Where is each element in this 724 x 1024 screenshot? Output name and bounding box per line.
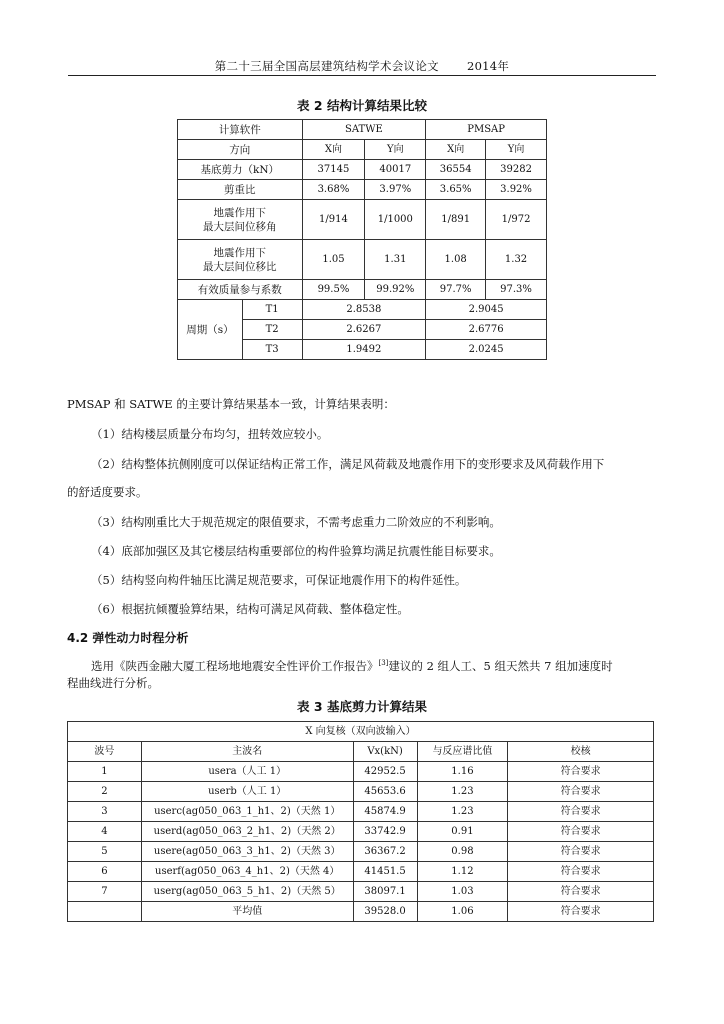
table-cell: 计算软件 (178, 120, 303, 140)
table-row (68, 882, 654, 902)
column-header: 校核 (508, 742, 654, 762)
table-row-average (68, 902, 654, 922)
table-cell: userf(ag050_063_4_h1、2)（天然 4） (141, 862, 353, 882)
table-cell: 45653.6 (353, 782, 417, 802)
table-cell: 基底剪力（kN） (178, 160, 303, 180)
table-cell: 2 (68, 782, 142, 802)
table-cell: 符合要求 (508, 902, 654, 922)
table-cell: 99.92% (365, 280, 426, 300)
table-row (178, 200, 547, 240)
header-year: 2014年 (466, 59, 510, 73)
table-cell: 1.06 (417, 902, 508, 922)
table-cell: SATWE (302, 120, 426, 140)
table-cell: 1.31 (365, 240, 426, 280)
table-cell: 5 (68, 842, 142, 862)
table-cell: T3 (242, 340, 302, 360)
cell-line: 最大层间位移角 (203, 220, 277, 233)
list-item: （1）结构楼层质量分布均匀，扭转效应较小。 (91, 427, 329, 441)
cell-line: 最大层间位移比 (203, 260, 277, 273)
table-cell: 1/914 (302, 200, 365, 240)
table-cell: Y向 (365, 140, 426, 160)
table-row (178, 180, 547, 200)
table-cell: 99.5% (302, 280, 365, 300)
table2-caption: 表 2 结构计算结果比较 (297, 98, 427, 113)
table-header-row (68, 742, 654, 762)
table-cell: 1.12 (417, 862, 508, 882)
table-cell: 方向 (178, 140, 303, 160)
table-row (178, 160, 547, 180)
table-cell: T1 (242, 300, 302, 320)
list-item: （5）结构竖向构件轴压比满足规范要求，可保证地震作用下的构件延性。 (91, 573, 467, 587)
citation-ref: [3] (378, 659, 389, 667)
table-cell: 38097.1 (353, 882, 417, 902)
table-cell: 97.7% (426, 280, 486, 300)
table-cell: 45874.9 (353, 802, 417, 822)
table-cell (178, 240, 303, 280)
list-item: （4）底部加强区及其它楼层结构重要部位的构件验算均满足抗震性能目标要求。 (91, 544, 501, 558)
table-cell: X向 (302, 140, 365, 160)
table-cell: 97.3% (486, 280, 547, 300)
table-cell: 1 (68, 762, 142, 782)
table-row (68, 822, 654, 842)
table-cell: usera（人工 1） (141, 762, 353, 782)
header-rule (68, 75, 656, 76)
table-cell: 2.8538 (302, 300, 426, 320)
table-cell: 符合要求 (508, 802, 654, 822)
table-cell: usere(ag050_063_3_h1、2)（天然 3） (141, 842, 353, 862)
table-cell: 平均值 (141, 902, 353, 922)
cell-line: 地震作用下 (213, 246, 267, 259)
table-cell: 3 (68, 802, 142, 822)
table-row (178, 140, 547, 160)
table-cell: 7 (68, 882, 142, 902)
table-cell (68, 902, 142, 922)
table-cell: 符合要求 (508, 822, 654, 842)
table-cell: 33742.9 (353, 822, 417, 842)
table-cell: 1.08 (426, 240, 486, 280)
list-item-continuation: 的舒适度要求。 (67, 485, 148, 499)
table-cell: 3.92% (486, 180, 547, 200)
column-header: 与反应谱比值 (417, 742, 508, 762)
table-cell: 39528.0 (353, 902, 417, 922)
table-cell: userd(ag050_063_2_h1、2)（天然 2） (141, 822, 353, 842)
table-cell: 符合要求 (508, 862, 654, 882)
table-cell: 1.03 (417, 882, 508, 902)
table-cell: 1/891 (426, 200, 486, 240)
table-cell: 37145 (302, 160, 365, 180)
table-cell: 42952.5 (353, 762, 417, 782)
table-cell: 1.23 (417, 782, 508, 802)
table-cell: 符合要求 (508, 842, 654, 862)
table-row (178, 300, 547, 320)
column-header: 主波名 (141, 742, 353, 762)
list-item: （2）结构整体抗侧刚度可以保证结构正常工作，满足风荷载及地震作用下的变形要求及风荷载作用下 (91, 457, 605, 471)
table-cell: userb（人工 1） (141, 782, 353, 802)
table3-caption: 表 3 基底剪力计算结果 (297, 699, 427, 714)
table-row (68, 762, 654, 782)
table3 (67, 721, 654, 922)
table-cell: 3.68% (302, 180, 365, 200)
table-cell (178, 200, 303, 240)
table-cell: 1/1000 (365, 200, 426, 240)
table-cell: 1.9492 (302, 340, 426, 360)
table-cell: 有效质量参与系数 (178, 280, 303, 300)
table2 (177, 119, 547, 360)
table-row (178, 240, 547, 280)
table-cell: 符合要求 (508, 782, 654, 802)
column-header: 波号 (68, 742, 142, 762)
cell-line: 地震作用下 (213, 206, 267, 219)
header-title: 第二十三届全国高层建筑结构学术会议论文 (214, 59, 439, 73)
table-cell: 0.98 (417, 842, 508, 862)
table-cell: 3.65% (426, 180, 486, 200)
table-row (68, 802, 654, 822)
paragraph-text: 选用《陕西金融大厦工程场地地震安全性评价工作报告》 (91, 658, 379, 673)
paragraph-continuation: 程曲线进行分析。 (67, 676, 159, 690)
table-cell: 39282 (486, 160, 547, 180)
table-cell: 2.6776 (426, 320, 547, 340)
table-cell: 36554 (426, 160, 486, 180)
table-cell: X向 (426, 140, 486, 160)
table-row (68, 782, 654, 802)
table-cell: PMSAP (426, 120, 547, 140)
table-cell: 1.16 (417, 762, 508, 782)
paragraph-intro: PMSAP 和 SATWE 的主要计算结果基本一致，计算结果表明： (67, 397, 395, 411)
paragraph-text: 建议的 2 组人工、5 组天然共 7 组加速度时 (388, 658, 613, 673)
table-cell: 周期（s） (178, 300, 243, 360)
table-cell: 1/972 (486, 200, 547, 240)
table-cell: 2.9045 (426, 300, 547, 320)
list-item: （6）根据抗倾覆验算结果，结构可满足风荷载、整体稳定性。 (91, 602, 409, 616)
table-cell: 符合要求 (508, 882, 654, 902)
table-cell: T2 (242, 320, 302, 340)
table-row (68, 842, 654, 862)
table-cell: 41451.5 (353, 862, 417, 882)
table-row (178, 280, 547, 300)
table-cell: 剪重比 (178, 180, 303, 200)
table-cell: 4 (68, 822, 142, 842)
table-cell: 3.97% (365, 180, 426, 200)
table-cell: 1.05 (302, 240, 365, 280)
table-cell: 0.91 (417, 822, 508, 842)
list-item: （3）结构刚重比大于规范规定的限值要求，不需考虑重力二阶效应的不利影响。 (91, 515, 501, 529)
table-cell: 40017 (365, 160, 426, 180)
table-cell: 2.6267 (302, 320, 426, 340)
table-banner: X 向复核（双向波输入） (68, 722, 654, 742)
table-cell: userc(ag050_063_1_h1、2)（天然 1） (141, 802, 353, 822)
table-cell: 36367.2 (353, 842, 417, 862)
section-heading: 4.2 弹性动力时程分析 (67, 631, 189, 645)
table-row (68, 722, 654, 742)
column-header: Vx(kN) (353, 742, 417, 762)
table-cell: 2.0245 (426, 340, 547, 360)
table-row (68, 862, 654, 882)
table-cell: 1.23 (417, 802, 508, 822)
table-row (178, 120, 547, 140)
table-cell: 1.32 (486, 240, 547, 280)
running-header (0, 58, 724, 74)
table-cell: 6 (68, 862, 142, 882)
table-cell: Y向 (486, 140, 547, 160)
table-cell: userg(ag050_063_5_h1、2)（天然 5） (141, 882, 353, 902)
table-cell: 符合要求 (508, 762, 654, 782)
